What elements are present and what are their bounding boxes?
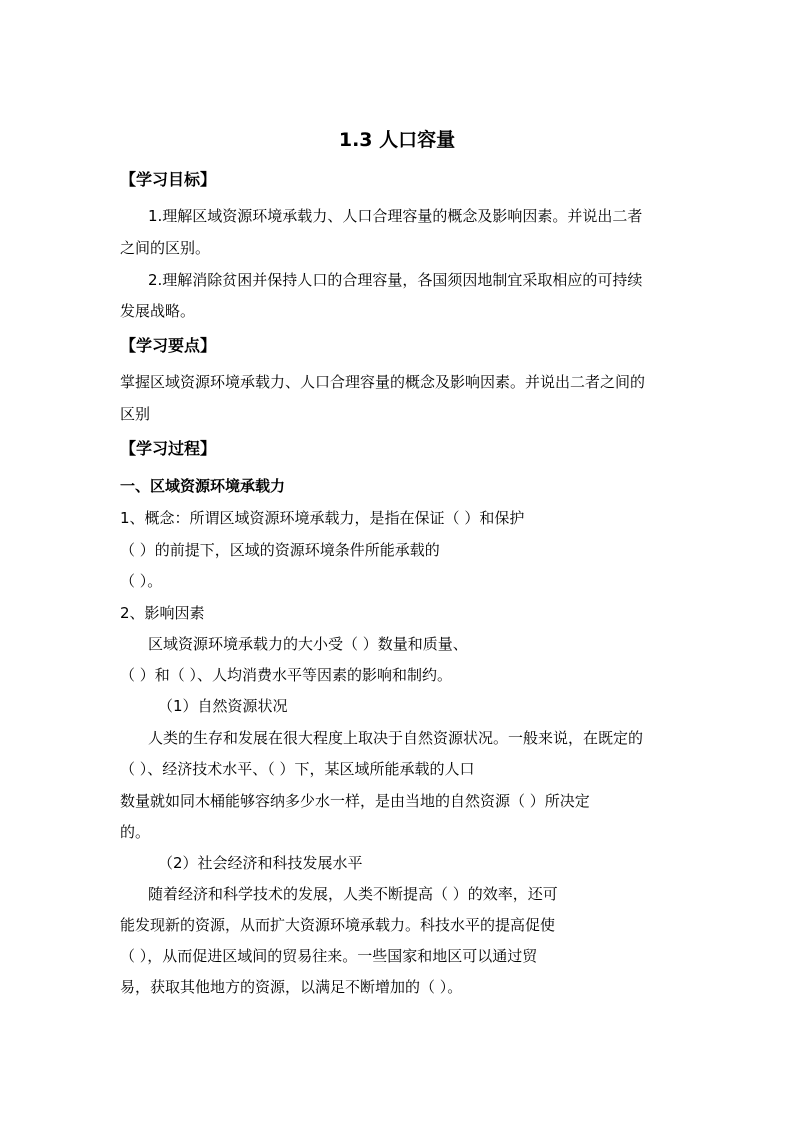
factors-heading: 2、影响因素	[120, 604, 205, 622]
process-heading: 【学习过程】	[120, 439, 217, 458]
goals-line-1: 1.理解区域资源环境承载力、人口合理容量的概念及影响因素。并说出二者	[148, 207, 643, 225]
sub2-line-3: （ ），从而促进区域间的贸易往来。一些国家和地区可以通过贸	[120, 947, 538, 965]
keypoints-line-2: 区别	[120, 405, 151, 423]
concept-line-3: （ ）。	[120, 572, 163, 590]
factors-line-1: 区域资源环境承载力的大小受（ ）数量和质量、	[148, 635, 468, 653]
sub1-line-2: （ ）、经济技术水平、（ ）下，某区域所能承载的人口	[120, 760, 475, 778]
keypoints-line-1: 掌握区域资源环境承载力、人口合理容量的概念及影响因素。并说出二者之间的	[120, 373, 646, 391]
sub1-line-1: 人类的生存和发展在很大程度上取决于自然资源状况。一般来说，在既定的	[148, 729, 644, 747]
sub2-line-1: 随着经济和科学技术的发展，人类不断提高（ ）的效率，还可	[148, 885, 558, 903]
section-1-heading: 一、区域资源环境承载力	[120, 477, 286, 495]
goals-heading: 【学习目标】	[120, 170, 217, 189]
goals-line-2: 之间的区别。	[120, 239, 211, 257]
concept-line-1: 1、概念：所谓区域资源环境承载力，是指在保证（ ）和保护	[120, 509, 525, 527]
subsection-2-heading: （2）社会经济和科技发展水平	[158, 854, 363, 872]
keypoints-heading: 【学习要点】	[120, 336, 217, 355]
factors-line-2: （ ）和（ ）、人均消费水平等因素的影响和制约。	[120, 666, 453, 684]
goals-line-3: 2.理解消除贫困并保持人口的合理容量，各国须因地制宜采取相应的可持续	[148, 271, 643, 289]
sub2-line-4: 易，获取其他地方的资源，以满足不断增加的（ ）。	[120, 978, 463, 996]
sub2-line-2: 能发现新的资源，从而扩大资源环境承载力。科技水平的提高促使	[120, 916, 556, 934]
goals-line-4: 发展战略。	[120, 302, 196, 320]
page-title: 1.3 人口容量	[338, 129, 456, 151]
concept-line-2: （ ）的前提下，区域的资源环境条件所能承载的	[120, 541, 440, 559]
subsection-1-heading: （1）自然资源状况	[158, 697, 288, 715]
sub1-line-4: 的。	[120, 823, 151, 841]
sub1-line-3: 数量就如同木桶能够容纳多少水一样，是由当地的自然资源（ ）所决定	[120, 792, 590, 810]
